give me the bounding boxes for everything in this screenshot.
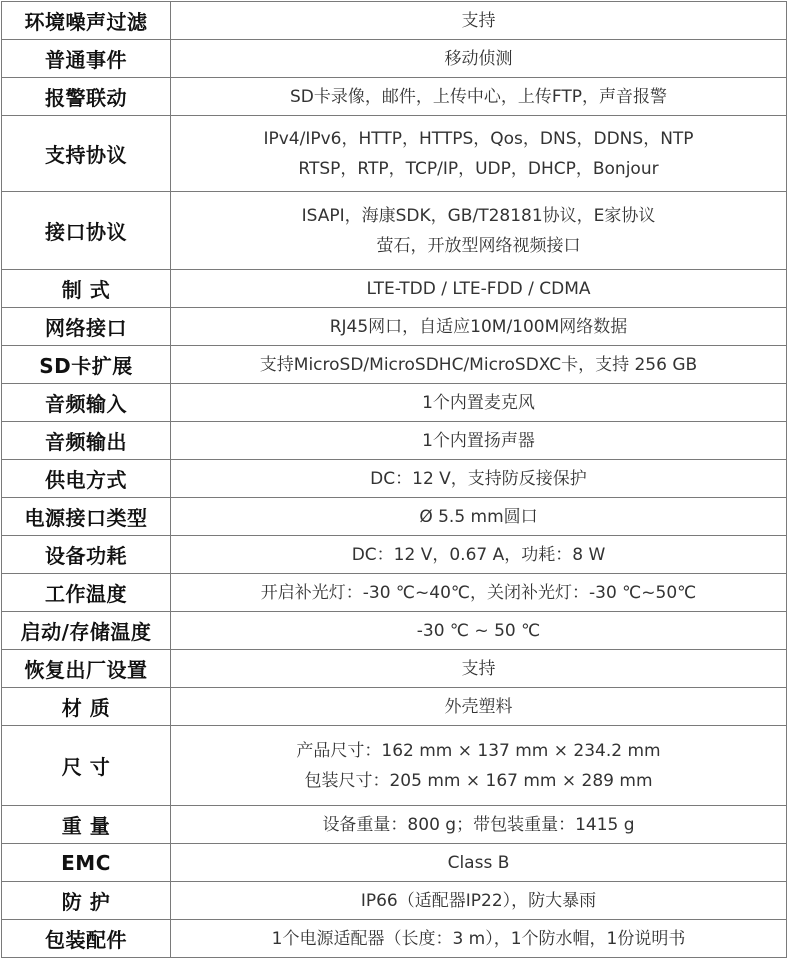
spec-value-line: IPv4/IPv6，HTTP，HTTPS，Qos，DNS，DDNS，NTP — [263, 128, 694, 149]
spec-value-line: 1个内置麦克风 — [422, 392, 535, 413]
spec-value — [171, 612, 787, 650]
spec-row — [2, 498, 787, 536]
spec-label: 供电方式 — [2, 460, 171, 498]
spec-value — [171, 498, 787, 536]
spec-value-line: LTE-TDD / LTE-FDD / CDMA — [366, 278, 591, 299]
spec-row — [2, 806, 787, 844]
spec-row — [2, 116, 787, 192]
spec-row — [2, 346, 787, 384]
spec-label: 报警联动 — [2, 78, 171, 116]
spec-row — [2, 920, 787, 958]
spec-value — [171, 308, 787, 346]
spec-row — [2, 726, 787, 806]
spec-label: 音频输入 — [2, 384, 171, 422]
spec-row — [2, 384, 787, 422]
spec-label: EMC — [2, 844, 171, 882]
spec-label: 恢复出厂设置 — [2, 650, 171, 688]
spec-value — [171, 726, 787, 806]
spec-value-line: Class B — [447, 852, 510, 873]
spec-table — [1, 1, 787, 958]
spec-label: 音频输出 — [2, 422, 171, 460]
spec-label: 设备功耗 — [2, 536, 171, 574]
spec-value-line: 支持 — [461, 10, 496, 31]
spec-value-line: RJ45网口，自适应10M/100M网络数据 — [329, 316, 628, 337]
spec-label: 重 量 — [2, 806, 171, 844]
spec-row — [2, 688, 787, 726]
spec-label: 启动/存储温度 — [2, 612, 171, 650]
spec-row — [2, 460, 787, 498]
spec-value-line: Ø 5.5 mm圆口 — [419, 506, 538, 527]
spec-value — [171, 116, 787, 192]
spec-label: 材 质 — [2, 688, 171, 726]
spec-value-line: 萤石，开放型网络视频接口 — [376, 235, 581, 256]
spec-label: 包装配件 — [2, 920, 171, 958]
spec-value-line: 支持MicroSD/MicroSDHC/MicroSDXC卡，支持 256 GB — [259, 354, 698, 375]
spec-label: SD卡扩展 — [2, 346, 171, 384]
spec-row — [2, 422, 787, 460]
spec-value-line: DC：12 V，支持防反接保护 — [370, 468, 587, 489]
spec-value-line: SD卡录像，邮件，上传中心，上传FTP，声音报警 — [290, 86, 667, 107]
spec-row — [2, 2, 787, 40]
spec-row — [2, 844, 787, 882]
spec-value — [171, 806, 787, 844]
spec-label: 制 式 — [2, 270, 171, 308]
spec-label: 支持协议 — [2, 116, 171, 192]
spec-value — [171, 844, 787, 882]
spec-value — [171, 650, 787, 688]
spec-value — [171, 882, 787, 920]
spec-value — [171, 40, 787, 78]
spec-value-line: -30 ℃ ~ 50 ℃ — [416, 620, 541, 641]
spec-label: 尺 寸 — [2, 726, 171, 806]
spec-label: 普通事件 — [2, 40, 171, 78]
spec-value — [171, 346, 787, 384]
spec-label: 接口协议 — [2, 192, 171, 270]
spec-value-line: 开启补光灯：-30 ℃~40℃，关闭补光灯：-30 ℃~50℃ — [260, 582, 697, 603]
spec-value-line: 1个内置扬声器 — [422, 430, 535, 451]
spec-row — [2, 574, 787, 612]
spec-row — [2, 40, 787, 78]
spec-label: 网络接口 — [2, 308, 171, 346]
spec-value-line: 产品尺寸：162 mm × 137 mm × 234.2 mm — [296, 740, 661, 761]
spec-row — [2, 536, 787, 574]
spec-value — [171, 422, 787, 460]
spec-row — [2, 650, 787, 688]
spec-row — [2, 882, 787, 920]
spec-value-line: 支持 — [461, 658, 496, 679]
spec-label: 电源接口类型 — [2, 498, 171, 536]
spec-value-line: 外壳塑料 — [444, 696, 513, 717]
spec-value — [171, 384, 787, 422]
spec-value — [171, 460, 787, 498]
spec-value-line: 移动侦测 — [444, 48, 513, 69]
spec-value — [171, 2, 787, 40]
spec-row — [2, 270, 787, 308]
spec-value-line: 包装尺寸：205 mm × 167 mm × 289 mm — [304, 770, 653, 791]
spec-value-line: IP66（适配器IP22），防大暴雨 — [360, 890, 597, 911]
spec-row — [2, 78, 787, 116]
spec-label: 工作温度 — [2, 574, 171, 612]
spec-value — [171, 536, 787, 574]
spec-value — [171, 192, 787, 270]
spec-value — [171, 574, 787, 612]
spec-label: 防 护 — [2, 882, 171, 920]
spec-value — [171, 688, 787, 726]
spec-value — [171, 78, 787, 116]
spec-table-body — [2, 2, 787, 958]
spec-row — [2, 192, 787, 270]
spec-value — [171, 920, 787, 958]
spec-value — [171, 270, 787, 308]
spec-value-line: RTSP，RTP，TCP/IP，UDP，DHCP，Bonjour — [298, 158, 659, 179]
spec-value-line: DC：12 V，0.67 A，功耗：8 W — [351, 544, 606, 565]
spec-value-line: ISAPI，海康SDK，GB/T28181协议，E家协议 — [301, 205, 656, 226]
spec-value-line: 设备重量：800 g；带包装重量：1415 g — [322, 814, 635, 835]
spec-label: 环境噪声过滤 — [2, 2, 171, 40]
spec-row — [2, 612, 787, 650]
spec-value-line: 1个电源适配器（长度：3 m），1个防水帽，1份说明书 — [271, 928, 686, 949]
spec-row — [2, 308, 787, 346]
